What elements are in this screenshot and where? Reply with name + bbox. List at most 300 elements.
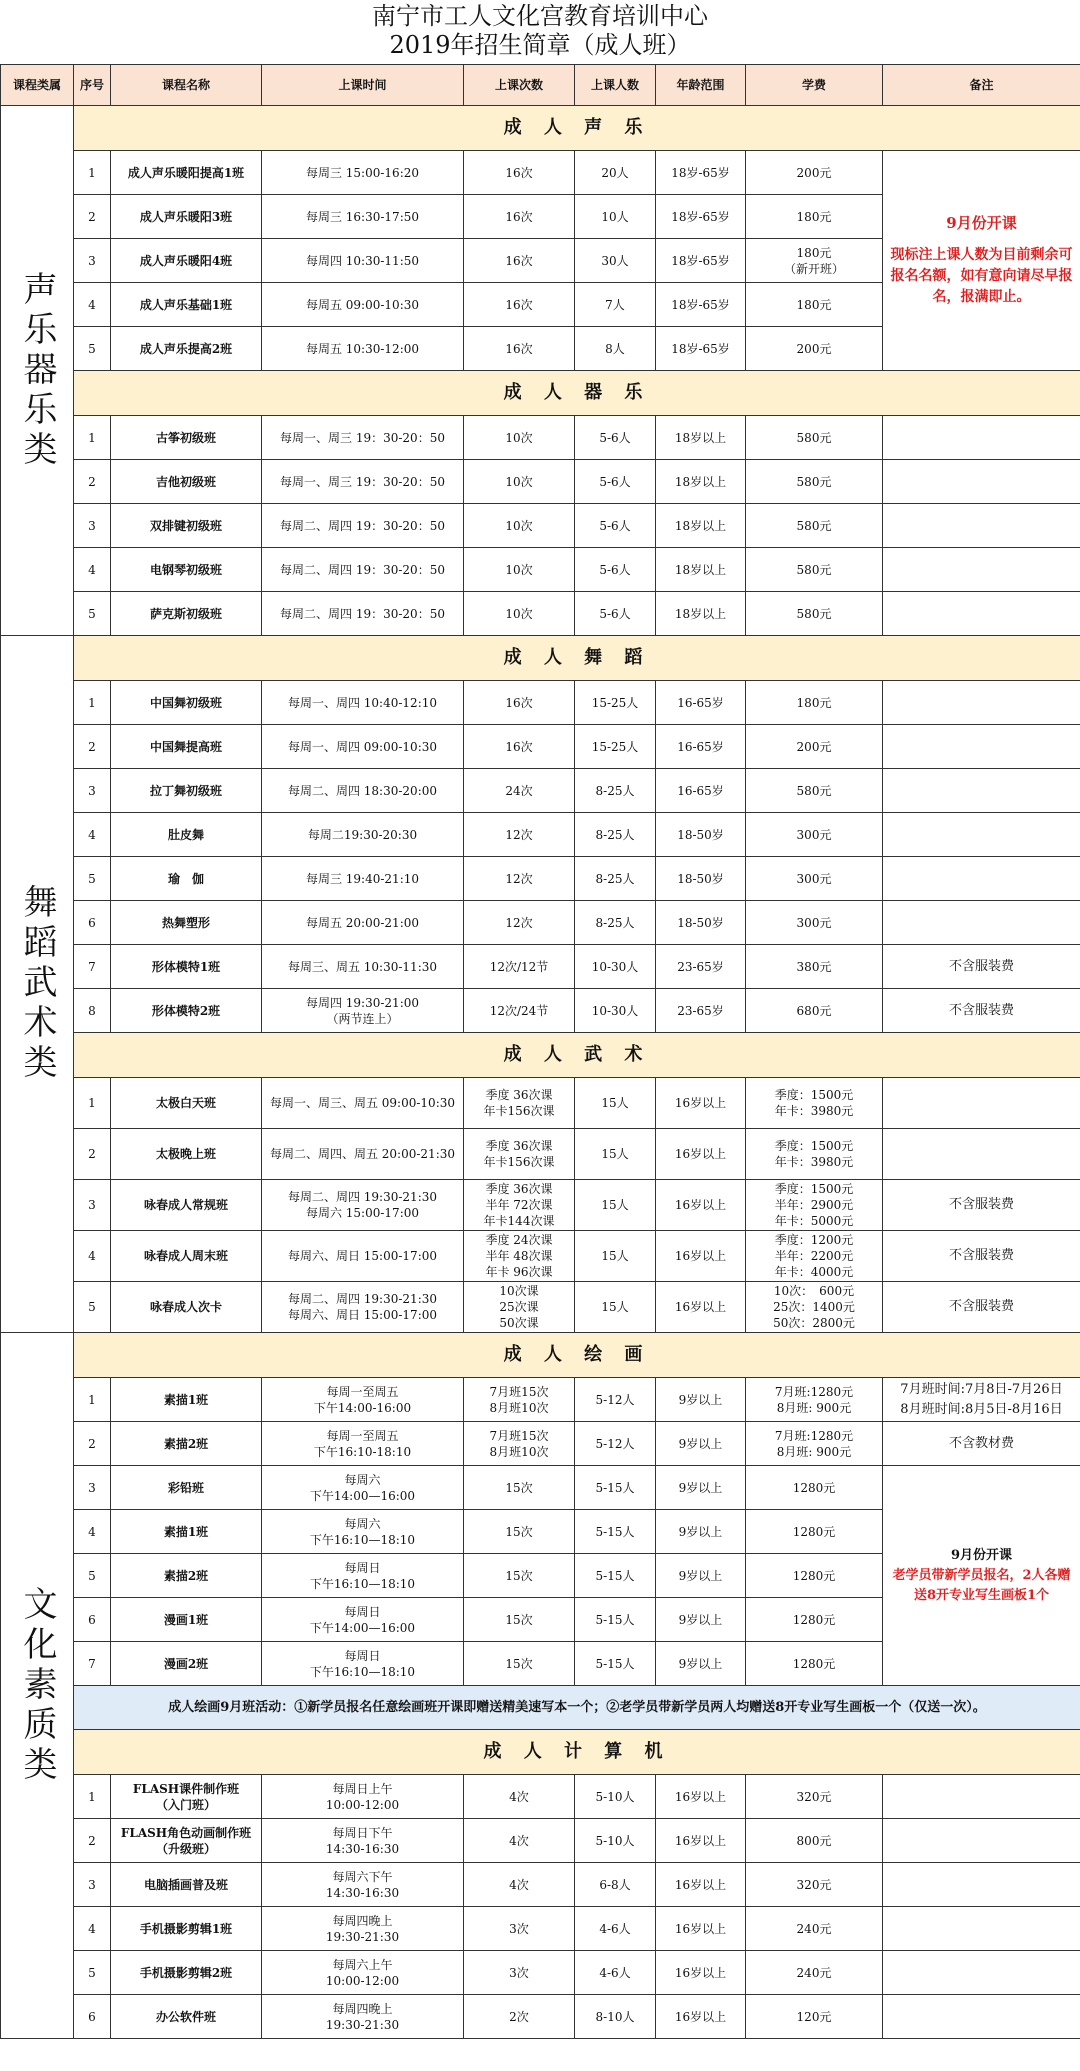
table-row [1,1378,1080,1422]
tuition [746,1231,883,1282]
age-range [656,1819,746,1863]
class-time [262,283,464,327]
table-row [1,1907,1080,1951]
class-time-line: 每周二、周四、周五 20:00-21:30 [269,1147,456,1161]
class-count [464,857,575,901]
course-name [111,901,262,945]
class-count-line: 半年 72次课 [485,1198,553,1212]
class-size [575,945,656,989]
course-name-line: （入门班） [155,1797,216,1812]
class-count-line: 16次 [505,165,533,180]
course-name-line: 成人声乐暖阳3班 [139,209,233,224]
class-time-line: 14:30-16:30 [325,1885,400,1900]
table-row [1,548,1080,592]
age-range [656,1378,746,1422]
note [883,1951,1080,1995]
class-count-line: 4次 [509,1877,529,1892]
category-label: 舞蹈武术类 [17,884,57,1084]
course-name-line: 素描2班 [163,1568,209,1583]
class-time-line: 下午16:10—18:10 [309,1576,416,1591]
course-name-line: 素描1班 [163,1392,209,1407]
tuition [746,681,883,725]
age-range [656,1863,746,1907]
section-title [74,636,1080,681]
row-no-line: 2 [88,739,96,754]
age-range-line: 18岁以上 [674,474,727,489]
class-time [262,1907,464,1951]
class-size [575,1907,656,1951]
row-no [74,681,111,725]
table-row [1,857,1080,901]
class-time-line: 每周三 15:00-16:20 [305,165,420,180]
class-count-line: 10次 [505,430,533,445]
class-size [575,1642,656,1686]
class-count-line: 15次 [505,1656,533,1671]
table-row [1,1775,1080,1819]
class-time-line: 每周四 10:30-11:50 [305,253,420,268]
note [883,1129,1080,1180]
class-count-line: 10次 [505,518,533,533]
table-row [1,989,1080,1033]
class-size [575,989,656,1033]
age-range-line: 23-65岁 [677,1003,724,1018]
age-range-line: 18岁-65岁 [671,209,730,224]
header-age: 年龄范围 [656,65,746,106]
age-range-line: 16岁以上 [674,1300,727,1314]
tuition-line: 580元 [796,518,832,533]
course-name-line: 手机摄影剪辑1班 [139,1921,233,1936]
note [883,901,1080,945]
note [883,1907,1080,1951]
row-no [74,857,111,901]
table-row [1,504,1080,548]
age-range [656,725,746,769]
row-no-line: 4 [88,562,96,577]
course-name [111,945,262,989]
class-size-line: 15-25人 [591,739,639,754]
class-size-line: 15人 [601,1249,629,1263]
class-size-line: 5-15人 [595,1612,635,1627]
class-size [575,1819,656,1863]
section-title-line: 成 人 声 乐 [503,117,651,138]
header-note: 备注 [883,65,1080,106]
tuition [746,1951,883,1995]
age-range [656,1231,746,1282]
class-count [464,1422,575,1466]
class-size-line: 6-8人 [599,1877,631,1892]
tuition [746,725,883,769]
course-name [111,460,262,504]
table-row [1,1078,1080,1129]
class-time [262,151,464,195]
category-label: 文化素质类 [17,1585,57,1786]
section-title [74,1333,1080,1378]
tuition [746,1466,883,1510]
age-range-line: 16-65岁 [677,695,724,710]
class-count-line: 8月班10次 [489,1444,549,1459]
class-time-line: 每周三、周五 10:30-11:30 [287,959,438,974]
note [883,989,1080,1033]
tuition-line: 季度：1500元 [774,1139,854,1153]
tuition-line: 320元 [796,1789,832,1804]
class-count-line: 8月班10次 [489,1400,549,1415]
class-count [464,1995,575,2039]
course-name [111,1907,262,1951]
row-no [74,1819,111,1863]
class-count [464,769,575,813]
row-no [74,769,111,813]
class-time-line: 下午16:10—18:10 [309,1664,416,1679]
row-no [74,548,111,592]
title-line2: 2019年招生简章（成人班） [389,31,691,59]
painting-note-schedule [883,1378,1080,1422]
row-no [74,239,111,283]
class-size-line: 10人 [601,209,629,224]
age-range [656,460,746,504]
painting-note-material [883,1422,1080,1466]
course-name-line: 电脑插画普及班 [143,1877,228,1892]
class-size-line: 5-10人 [595,1833,635,1848]
age-range [656,1554,746,1598]
course-name-line: 吉他初级班 [155,474,216,489]
class-time [262,901,464,945]
course-name [111,1554,262,1598]
table-row [1,1231,1080,1282]
vocal-note [883,151,1080,371]
class-time-line: 每周三 16:30-17:50 [305,209,420,224]
class-time-line: 下午14:00-16:00 [313,1400,412,1415]
course-name [111,1775,262,1819]
class-time-line: 每周一至周五 [326,1428,399,1443]
tuition-line: 180元 [796,245,832,260]
row-no [74,1231,111,1282]
header-no: 序号 [74,65,111,106]
class-time-line: 下午14:00—16:00 [309,1488,416,1503]
tuition [746,1282,883,1333]
class-time-line: 下午16:10-18:10 [313,1444,412,1459]
tuition-line: 380元 [796,959,832,974]
tuition [746,1422,883,1466]
age-range [656,945,746,989]
row-no-line: 5 [88,341,96,356]
class-count-line: 15次 [505,1568,533,1583]
age-range [656,416,746,460]
class-time-line: 每周二、周四 19:30-21:30 [287,1292,438,1306]
class-count [464,945,575,989]
course-table [0,64,1080,2039]
table-row [1,1466,1080,1510]
table-row [1,592,1080,636]
class-time-line: 每周一、周四 09:00-10:30 [287,739,438,754]
row-no-line: 2 [88,474,96,489]
class-time-line: 每周六 [344,1472,381,1487]
class-time-line: 每周二19:30-20:30 [307,827,418,842]
row-no-line: 4 [88,1921,96,1936]
class-count-line: 半年 48次课 [485,1249,553,1263]
tuition-line: 580元 [796,474,832,489]
course-name [111,681,262,725]
class-count [464,504,575,548]
tuition-line: 320元 [796,1877,832,1892]
tuition-line: 180元 [796,209,832,224]
class-size-line: 4-6人 [599,1965,631,1980]
table-row [1,460,1080,504]
class-count-line: 7月班15次 [489,1384,549,1399]
section-title-line: 成 人 绘 画 [503,1344,651,1365]
row-no-line: 5 [88,1300,96,1314]
class-time [262,548,464,592]
painting-note-schedule-line: 8月班时间:8月5日-8月16日 [900,1401,1063,1417]
class-count [464,1078,575,1129]
tuition [746,989,883,1033]
header-category: 课程类属 [1,65,74,106]
class-size-line: 5-15人 [595,1524,635,1539]
table-row [1,945,1080,989]
course-name [111,1642,262,1686]
class-time-line: 每周二、周四 19:30-21:30 [287,1190,438,1204]
tuition-line: 季度：1200元 [774,1233,854,1247]
class-count [464,813,575,857]
section-header-painting [1,1333,1080,1378]
class-time [262,460,464,504]
table-row [1,416,1080,460]
age-range-line: 9岁以上 [678,1392,723,1407]
age-range [656,1129,746,1180]
class-count-line: 4次 [509,1789,529,1804]
note [883,460,1080,504]
class-time [262,1863,464,1907]
class-count [464,681,575,725]
age-range-line: 18岁-65岁 [671,341,730,356]
row-no [74,195,111,239]
class-size [575,548,656,592]
class-size-line: 15人 [601,1300,629,1314]
tuition [746,1863,883,1907]
tuition [746,1775,883,1819]
class-time-line: 每周二、周四 19：30-20：50 [280,562,445,577]
class-count-line: 7月班15次 [489,1428,549,1443]
note [883,1078,1080,1129]
course-name [111,1422,262,1466]
row-no [74,1775,111,1819]
category-music [1,106,74,636]
age-range-line: 18-50岁 [677,827,724,842]
class-count-line: 10次 [505,606,533,621]
table-row [1,1863,1080,1907]
section-header-computer [1,1730,1080,1775]
class-count [464,592,575,636]
tuition [746,1995,883,2039]
tuition-line: 50次：2800元 [773,1316,855,1330]
row-no [74,1642,111,1686]
class-time [262,1180,464,1231]
class-time [262,1282,464,1333]
age-range [656,1951,746,1995]
age-range-line: 18-50岁 [677,871,724,886]
class-size [575,1995,656,2039]
course-name-line: 手机摄影剪辑2班 [139,1965,233,1980]
class-count-line: 10次 [505,562,533,577]
category-culture [1,1333,74,2039]
class-count [464,239,575,283]
class-count [464,989,575,1033]
tuition-line: 8月班: 900元 [776,1400,852,1415]
age-range-line: 18-50岁 [677,915,724,930]
tuition-line: （新开班） [783,261,844,276]
age-range [656,681,746,725]
painting-note-promo-line: 9月份开课 [950,1547,1013,1563]
row-no-line: 1 [88,165,96,180]
note-line: 不含服装费 [948,1002,1014,1018]
tuition-line: 680元 [796,1003,832,1018]
class-count [464,283,575,327]
row-no-line: 7 [88,1656,96,1671]
class-time [262,1129,464,1180]
tuition [746,592,883,636]
tuition-line: 1280元 [792,1568,836,1583]
class-size [575,195,656,239]
course-name-line: 萨克斯初级班 [149,606,222,621]
class-count-line: 12次 [505,915,533,930]
age-range-line: 16-65岁 [677,783,724,798]
table-row [1,151,1080,195]
class-size-line: 4-6人 [599,1921,631,1936]
course-name-line: 素描1班 [163,1524,209,1539]
class-size [575,1078,656,1129]
class-count-line: 年卡156次课 [483,1104,555,1118]
painting-activity-row [1,1686,1080,1730]
class-count [464,901,575,945]
course-name-line: 成人声乐提高2班 [139,341,233,356]
section-title-line: 成 人 器 乐 [503,382,651,403]
course-name-line: 素描2班 [163,1436,209,1451]
row-no-line: 2 [88,209,96,224]
class-time-line: 每周六下午 [332,1869,393,1884]
class-time-line: 每周一至周五 [326,1384,399,1399]
row-no-line: 5 [88,1568,96,1583]
row-no [74,813,111,857]
class-time [262,1775,464,1819]
tuition [746,548,883,592]
class-time [262,1642,464,1686]
row-no [74,1422,111,1466]
class-time-line: （两节连上） [326,1011,399,1026]
class-size-line: 5-12人 [595,1392,635,1407]
row-no-line: 3 [88,1198,96,1212]
tuition [746,195,883,239]
note [883,1231,1080,1282]
row-no-line: 3 [88,253,96,268]
category-dance [1,636,74,1333]
course-name [111,1078,262,1129]
table-row [1,725,1080,769]
course-name-line: 漫画2班 [163,1656,209,1671]
row-no-line: 4 [88,827,96,842]
tuition [746,504,883,548]
painting-note-material-line: 不含教材费 [948,1435,1014,1451]
row-no-line: 3 [88,783,96,798]
header-times: 上课次数 [464,65,575,106]
age-range [656,1907,746,1951]
class-count-line: 12次/24节 [489,1003,549,1018]
class-count-line: 16次 [505,695,533,710]
course-name-line: 热舞塑形 [161,915,210,930]
tuition [746,1378,883,1422]
class-time-line: 每周五 09:00-10:30 [305,297,420,312]
section-title-line: 成 人 武 术 [503,1044,651,1065]
row-no [74,1078,111,1129]
course-name [111,1180,262,1231]
note-line: 不含服装费 [948,1299,1014,1314]
class-size-line: 5-10人 [595,1789,635,1804]
age-range [656,813,746,857]
row-no [74,1995,111,2039]
tuition [746,283,883,327]
header-fee: 学费 [746,65,883,106]
course-name [111,1510,262,1554]
course-name [111,989,262,1033]
class-size-line: 10-30人 [591,1003,639,1018]
age-range-line: 18岁以上 [674,606,727,621]
class-size [575,504,656,548]
tuition [746,416,883,460]
age-range [656,1282,746,1333]
tuition-line: 200元 [796,165,832,180]
class-count-line: 25次课 [499,1300,539,1314]
class-size [575,460,656,504]
class-time [262,592,464,636]
class-time-line: 14:30-16:30 [325,1841,400,1856]
class-size-line: 30人 [601,253,629,268]
class-time-line: 每周一、周四 10:40-12:10 [287,695,438,710]
age-range-line: 9岁以上 [678,1568,723,1583]
course-name [111,725,262,769]
row-no-line: 3 [88,1480,96,1495]
class-size-line: 20人 [601,165,629,180]
class-time [262,327,464,371]
class-time [262,1231,464,1282]
class-time [262,1554,464,1598]
tuition [746,901,883,945]
age-range-line: 9岁以上 [678,1480,723,1495]
class-time-line: 下午16:10—18:10 [309,1532,416,1547]
class-size-line: 5-6人 [599,606,631,621]
class-size [575,1231,656,1282]
class-count-line: 16次 [505,209,533,224]
course-name-line: 瑜 伽 [167,871,204,886]
note-line: 不含服装费 [948,1248,1014,1263]
tuition [746,945,883,989]
class-time-line: 每周日上午 [332,1781,393,1796]
course-name [111,1378,262,1422]
class-size [575,1180,656,1231]
class-time-line: 每周四晚上 [332,2001,393,2016]
tuition-line: 季度：1500元 [774,1182,854,1196]
course-name-line: （升级班） [155,1841,216,1856]
painting-note-promo [883,1466,1080,1686]
header-time: 上课时间 [262,65,464,106]
tuition-line: 8月班: 900元 [776,1444,852,1459]
course-name [111,504,262,548]
course-name-line: 电钢琴初级班 [149,562,222,577]
table-row [1,1819,1080,1863]
course-name [111,1466,262,1510]
tuition-line: 800元 [796,1833,832,1848]
tuition-line: 580元 [796,783,832,798]
section-header-martial [1,1033,1080,1078]
course-name-line: 成人声乐暖阳提高1班 [127,165,245,180]
course-name [111,327,262,371]
